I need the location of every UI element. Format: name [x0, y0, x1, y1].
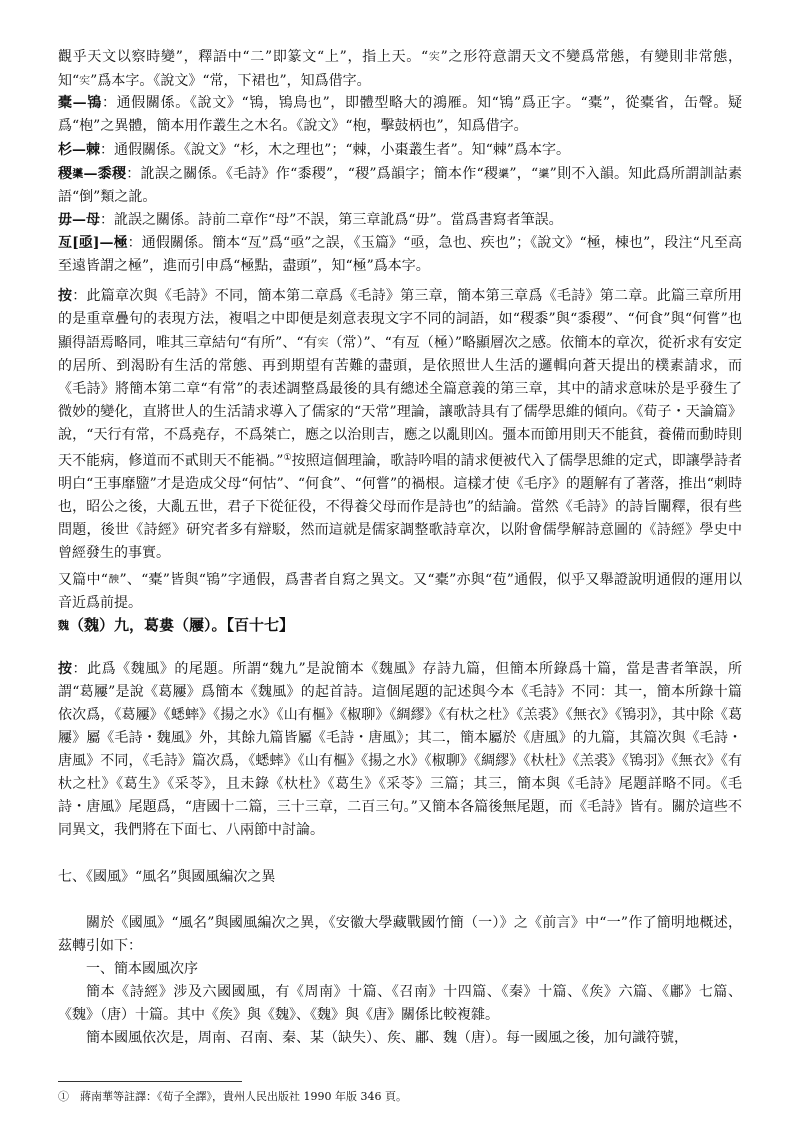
order-paragraph-1: 簡本《詩經》涉及六國國風，有《周南》十篇、《召南》十四篇、《秦》十篇、《矦》六篇、《鄘》七篇、《魏》（唐）十篇。其中《矦》與《魏》、《魏》與《唐》關係比較複雜。	[58, 984, 742, 1023]
note-paragraph-2: 又篇中“𩡃”、“橐”皆與“鴇”字通假，爲書者自寫之異文。又“橐”亦與“苞”通假，似乎又舉證說明通假的運用以音近爲前提。	[58, 572, 742, 611]
entry-tuo-bao: 橐—鴇：通假關係。《說文》“鴇，鴇鳥也”，即體型略大的鴻雁。知“鴇”爲正字。“橐”，從橐省，缶聲。疑爲“枹”之異體，簡本用作叢生之木名。《說文》“枹，擊鼓柄也”，知爲借字。	[58, 95, 742, 134]
note-paragraph-3: 按：此爲《魏風》的尾題。所謂“魏九”是說簡本《魏風》存詩九篇，但簡本所錄爲十篇，當是書者筆誤，所謂“葛屨”是說《葛屨》爲簡本《魏風》的起首詩。這個尾題的記述與今本《毛詩》不同：其一，簡本所錄十篇依次爲，《葛屨》《蟋蟀》《揚之水》《山有樞》《椒聊》《綢繆》《有杕之杜》《羔裘》《無衣》《鴇羽》，其中除《葛屨》屬《毛詩・魏風》外，其餘九篇皆屬《毛詩・唐風》；其二，簡本屬於《唐風》的九篇，其篇次與《毛詩・唐風》不同，《毛詩》篇次爲，《蟋蟀》《山有樞》《揚之水》《椒聊》《綢繆》《杕杜》《羔裘》《鴇羽》《無衣》《有杕之杜》《葛生》《采苓》，且未錄《杕杜》《葛生》《采苓》三篇；其三，簡本與《毛詩》尾題詳略不同。《毛詩・唐風》尾題爲，“唐國十二篇，三十三章，二百三句。”又簡本各篇後無尾題，而《毛詩》皆有。關於這些不同異文，我們將在下面七、八兩節中討論。	[58, 661, 742, 838]
paragraph-intro: 觀乎天文以察時變”，釋語中“二”即篆文“上”，指上天。“𡧦”之形符意謂天文不變爲常態，有變則非常態，知“𡧦”爲本字。《說文》“常，下裙也”，知爲借字。	[58, 49, 743, 89]
note-paragraph-1: 按：此篇章次與《毛詩》不同，簡本第二章爲《毛詩》第三章，簡本第三章爲《毛詩》第二章。此篇三章所用的是重章疊句的表現方法，複唱之中即便是刻意表現文字不同的詞語，如“稷黍”與“黍稷”、“何食”與“何嘗”也顯得語焉略同，唯其三章結句“有所”、“有𡧦（常）”、“有亙（極）”略顯層次之感。依簡本的章次，從祈求有安定的居所、到渴盼有生活的常態、再到期望有苦難的盡頭，是依照世人生活的邏輯向蒼天提出的樸素請求，而《毛詩》將簡本第二章“有常”的表述調整爲最後的具有總述全篇意義的第三章，其中的請求意味於是乎發生了微妙的變化，直將世人的生活請求導入了儒家的“天常”理論，讓歌詩具有了儒學思維的傾向。《荀子・天論篇》說，“天行有常，不爲堯存，不爲桀亡，應之以治則吉，應之以亂則凶。彊本而節用則天不能貧，養備而動時則天不能病，修道而不貳則天不能禍。”①按照這個理論，歌詩吟唱的請求便被代入了儒學思維的定式，即讓學詩者明白“王事靡盬”才是造成父母“何怙”、“何食”、“何嘗”的禍根。這樣才使《毛序》的題解有了著落，推出“刺時也，昭公之後，大亂五世，君子下從征役，不得養父母而作是詩也”的結論。當然《毛詩》的詩旨闡釋，很有些問題，後世《詩經》研究者多有辯駁，然而這就是儒家調整歌詩章次，以附會儒學解詩意圖的《詩經》學史中曾經發生的事實。	[58, 288, 743, 561]
entry-gen-ji: 亙[亟]—極：通假關係。簡本“亙”爲“亟”之誤，《玉篇》“亟，急也、疾也”；《說文》“極，棟也”，段注“凡至高至遠皆謂之極”，進而引申爲“極點，盡頭”，知“極”爲本字。	[58, 235, 742, 274]
chapter-heading-7: 七、《國風》“風名”與國風編次之異	[58, 869, 276, 885]
intro-paragraph-7: 關於《國風》“風名”與國風編次之異，《安徽大學藏戰國竹簡（一）》之《前言》中“一”作了簡明地概述，茲轉引如下：	[58, 915, 742, 954]
footnote-rule	[58, 1081, 242, 1082]
entry-shan-ji: 杉—棘：通假關係。《說文》“杉，木之理也”；“棘，小棗叢生者”。知“棘”爲本字。	[58, 142, 570, 158]
section-heading-wei: 魏（魏）九，葛婁（屨）。【百十七】	[58, 616, 295, 634]
subheading-order: 一、簡本國風次序	[86, 961, 198, 977]
entry-wu-mu: 毋—母：訛誤之關係。詩前二章作“母”不誤，第三章訛爲“毋”。當爲書寫者筆誤。	[58, 212, 563, 228]
entry-ji-shu: 稷䆃—黍稷：訛誤之關係。《毛詩》作“黍稷”，“稷”爲韻字；簡本作“稷䆃”，“䆃”則不入韻。知此爲所謂訓詁素語“倒”類之訛。	[58, 166, 743, 205]
footnote: ① 蔣南華等註譯：《荀子全譯》，貴州人民出版社 1990 年版 346 頁。	[58, 1090, 407, 1103]
order-paragraph-2: 簡本國風依次是，周南、召南、秦、某（缺失）、矦、鄘、魏（唐）。每一國風之後，加句識符號，	[86, 1030, 688, 1046]
